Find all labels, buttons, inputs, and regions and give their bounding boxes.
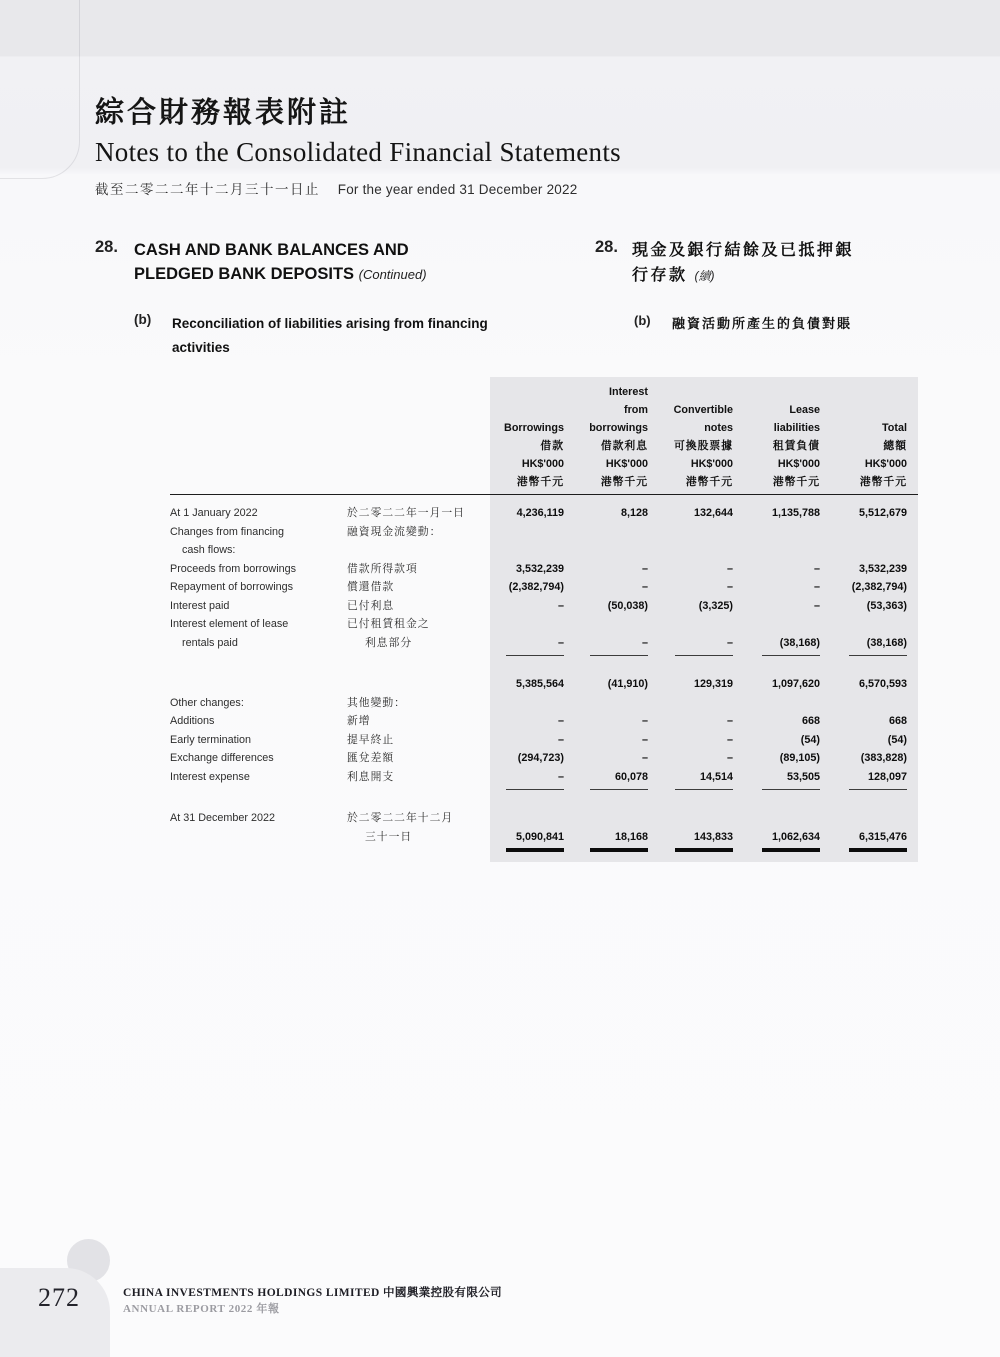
cell-value: – xyxy=(641,636,648,649)
cell-value xyxy=(564,809,648,828)
cell-value xyxy=(733,809,820,828)
corner-decoration xyxy=(0,0,80,179)
cell-value xyxy=(648,541,733,560)
column-unit: HK$'000 xyxy=(777,458,820,470)
column-header-line: Convertible xyxy=(673,404,733,416)
cell-value: 1,097,620 xyxy=(771,678,820,690)
column-rule xyxy=(675,655,733,656)
cell-value: – xyxy=(726,715,733,727)
column-header-line: from xyxy=(624,404,648,416)
cell-value xyxy=(564,615,648,634)
column-rule xyxy=(762,655,820,656)
cell-value: 6,315,476 xyxy=(858,830,907,843)
cell-value: – xyxy=(813,562,820,575)
cell-value xyxy=(733,615,820,634)
column-header-zh: 借款利息 xyxy=(600,440,648,452)
cell-value: (38,168) xyxy=(866,636,907,649)
column-rule xyxy=(675,789,733,790)
table-row xyxy=(170,694,918,713)
cell-value: (54) xyxy=(887,733,907,746)
column-rule xyxy=(590,789,648,790)
table-row xyxy=(170,809,918,828)
cell-value: 5,385,564 xyxy=(515,678,564,690)
cell-value: – xyxy=(726,733,733,746)
column-rule xyxy=(849,655,907,656)
cell-value: 3,532,239 xyxy=(858,562,907,575)
page-title-en: Notes to the Consolidated Financial Statements xyxy=(95,137,621,167)
period-en: For the year ended 31 December 2022 xyxy=(337,182,578,197)
cell-value: – xyxy=(726,562,733,575)
table-row xyxy=(170,634,918,653)
table-row xyxy=(170,523,918,542)
cell-value: – xyxy=(813,581,820,593)
table-row xyxy=(170,504,918,523)
row-label-zh: 於二零二二年十二月 xyxy=(347,812,454,824)
table-content xyxy=(170,377,918,862)
column-unit-zh: 港幣千元 xyxy=(516,476,564,488)
row-label-en: Interest paid xyxy=(170,599,230,612)
cell-value: (50,038) xyxy=(607,599,648,612)
column-header xyxy=(820,383,907,491)
column-unit-zh: 港幣千元 xyxy=(772,476,820,488)
table-row xyxy=(170,615,918,634)
cell-value: 668 xyxy=(801,715,820,727)
cell-value: (89,105) xyxy=(779,752,820,764)
cell-value xyxy=(733,523,820,542)
cell-value: (3,325) xyxy=(698,599,733,612)
column-rule xyxy=(506,789,564,790)
cell-value: 6,570,593 xyxy=(858,678,907,690)
cell-value: (2,382,794) xyxy=(508,581,564,593)
row-label-en: Additions xyxy=(170,715,215,727)
table-body xyxy=(170,495,918,862)
column-header-line: borrowings xyxy=(589,422,648,434)
row-label-en xyxy=(170,675,347,694)
table-row xyxy=(170,712,918,731)
cell-value: 5,090,841 xyxy=(515,830,564,843)
column-unit-zh: 港幣千元 xyxy=(859,476,907,488)
row-label-zh: 匯兌差額 xyxy=(347,752,395,764)
cell-value: 5,512,679 xyxy=(858,507,907,519)
row-label-zh: 已付利息 xyxy=(347,599,395,612)
table-row xyxy=(170,731,918,750)
subsection-title-en xyxy=(172,312,488,360)
cell-value: 14,514 xyxy=(699,770,733,783)
cell-value: 132,644 xyxy=(693,507,733,519)
cell-value xyxy=(490,615,564,634)
cell-value: 53,505 xyxy=(786,770,820,783)
table-row xyxy=(170,560,918,579)
table-row xyxy=(170,541,918,560)
cell-value xyxy=(490,809,564,828)
cell-value xyxy=(820,809,907,828)
subsection-label-zh: (b) xyxy=(634,313,651,328)
cell-value: – xyxy=(641,752,648,764)
column-header-line: notes xyxy=(704,422,733,434)
cell-value: – xyxy=(641,581,648,593)
cell-value: – xyxy=(726,752,733,764)
row-label-en: At 1 January 2022 xyxy=(170,507,258,519)
cell-value: – xyxy=(641,715,648,727)
column-header xyxy=(490,383,564,491)
cell-value xyxy=(564,541,648,560)
column-rule xyxy=(590,848,648,852)
cell-value xyxy=(490,523,564,542)
cell-value: – xyxy=(641,562,648,575)
column-header-line: Interest xyxy=(608,386,648,398)
cell-value xyxy=(648,694,733,713)
cell-value: 668 xyxy=(888,715,907,727)
column-rule-row xyxy=(170,652,918,661)
cell-value: (294,723) xyxy=(517,752,564,764)
column-header-line: Borrowings xyxy=(504,422,564,434)
column-header-line: liabilities xyxy=(773,422,820,434)
section-continued-en: (Continued) xyxy=(358,267,427,282)
row-label-en: Interest expense xyxy=(170,770,250,783)
section-heading-zh xyxy=(595,238,854,289)
section-title-en xyxy=(134,238,427,287)
row-label-zh: 借款所得款項 xyxy=(347,562,418,575)
row-label-en: Early termination xyxy=(170,733,252,746)
column-header-zh: 借款 xyxy=(540,440,564,452)
row-label-en xyxy=(170,828,347,847)
period-zh: 截至二零二二年十二月三十一日止 xyxy=(95,182,320,197)
column-unit-zh: 港幣千元 xyxy=(600,476,648,488)
column-rule-row xyxy=(170,786,918,795)
cell-value: 129,319 xyxy=(693,678,733,690)
cell-value xyxy=(820,523,907,542)
row-label-en: Interest element of lease xyxy=(170,618,289,630)
column-rule xyxy=(675,848,733,852)
page-title-zh: 綜合財務報表附註 xyxy=(95,97,352,129)
cell-value: 18,168 xyxy=(614,830,648,843)
column-header-zh: 總額 xyxy=(883,440,907,452)
cell-value xyxy=(490,694,564,713)
column-header xyxy=(564,383,648,491)
cell-value xyxy=(820,615,907,634)
cell-value: 143,833 xyxy=(693,830,733,843)
row-label-zh: 利息部分 xyxy=(365,636,413,649)
column-rule xyxy=(506,655,564,656)
column-header-zh: 租賃負債 xyxy=(772,440,820,452)
subsection-label: (b) xyxy=(134,312,152,327)
cell-value: 60,078 xyxy=(614,770,648,783)
cell-value: 8,128 xyxy=(620,507,648,519)
cell-value: (41,910) xyxy=(607,678,648,690)
cell-value: 4,236,119 xyxy=(516,507,564,519)
cell-value: – xyxy=(557,733,564,746)
footer-company-name: CHINA INVESTMENTS HOLDINGS LIMITED 中國興業控股有限公司 xyxy=(123,1287,503,1299)
cell-value xyxy=(820,541,907,560)
cell-value: (54) xyxy=(800,733,820,746)
column-header-line: Total xyxy=(882,422,907,434)
cell-value: 3,532,239 xyxy=(515,562,564,575)
cell-value: – xyxy=(557,715,564,727)
cell-value: 1,062,634 xyxy=(771,830,820,843)
cell-value: – xyxy=(557,636,564,649)
cell-value xyxy=(648,523,733,542)
cell-value: – xyxy=(557,599,564,612)
reconciliation-table xyxy=(170,377,918,862)
table-header xyxy=(170,377,918,491)
column-rule xyxy=(506,848,564,852)
section-number-zh: 28. xyxy=(595,238,618,256)
cell-value: (383,828) xyxy=(860,752,907,764)
table-row xyxy=(170,597,918,616)
cell-value: – xyxy=(813,599,820,612)
period-line xyxy=(95,178,621,198)
section-heading-en xyxy=(95,238,427,287)
row-label-en: Proceeds from borrowings xyxy=(170,562,297,575)
cell-value xyxy=(490,541,564,560)
section-title-zh xyxy=(632,238,854,289)
section-title-en-line1: CASH AND BANK BALANCES AND xyxy=(134,241,409,259)
row-label-zh xyxy=(347,675,490,694)
column-unit: HK$'000 xyxy=(605,458,648,470)
row-label-en: Changes from financing xyxy=(170,525,285,538)
section-title-en-line2: PLEDGED BANK DEPOSITS xyxy=(134,265,355,283)
footer-report-line: ANNUAL REPORT 2022 年報 xyxy=(123,1303,280,1315)
column-unit: HK$'000 xyxy=(521,458,564,470)
column-rule-row xyxy=(170,846,918,855)
cell-value xyxy=(733,541,820,560)
cell-value xyxy=(648,809,733,828)
row-label-zh: 於二零二二年一月一日 xyxy=(347,507,465,519)
row-label-zh: 償還借款 xyxy=(347,581,395,593)
cell-value: (53,363) xyxy=(866,599,907,612)
section-number: 28. xyxy=(95,238,118,256)
column-unit-zh: 港幣千元 xyxy=(685,476,733,488)
row-label-zh: 利息開支 xyxy=(347,770,395,783)
row-label-zh: 融資現金流變動： xyxy=(347,525,442,538)
column-rule xyxy=(762,848,820,852)
section-title-zh-line2: 行存款 xyxy=(632,267,688,284)
row-label-en: rentals paid xyxy=(182,636,238,649)
column-header xyxy=(648,383,733,491)
cell-value xyxy=(564,694,648,713)
row-label-en: At 31 December 2022 xyxy=(170,812,276,824)
cell-value xyxy=(648,615,733,634)
cell-value: 1,135,788 xyxy=(771,507,820,519)
row-label-zh xyxy=(347,541,490,560)
row-label-zh: 新增 xyxy=(347,715,371,727)
row-label-en: Other changes: xyxy=(170,696,244,709)
column-header-zh: 可換股票據 xyxy=(674,440,733,452)
row-label-zh: 三十一日 xyxy=(365,830,413,843)
column-rule xyxy=(590,655,648,656)
row-label-en: cash flows: xyxy=(182,544,236,556)
cell-value: – xyxy=(726,581,733,593)
subsection-heading-en xyxy=(134,312,488,360)
column-unit: HK$'000 xyxy=(864,458,907,470)
table-row xyxy=(170,768,918,787)
cell-value: – xyxy=(641,733,648,746)
cell-value: 128,097 xyxy=(867,770,907,783)
cell-value xyxy=(564,523,648,542)
cell-value xyxy=(733,694,820,713)
cell-value: – xyxy=(557,770,564,783)
row-label-zh: 已付租賃租金之 xyxy=(347,618,430,630)
cell-value xyxy=(820,694,907,713)
column-unit: HK$'000 xyxy=(690,458,733,470)
subsection-title-en-line1: Reconciliation of liabilities arising from financing xyxy=(172,316,488,331)
table-row xyxy=(170,675,918,694)
table-row xyxy=(170,749,918,768)
column-rule xyxy=(762,789,820,790)
row-label-zh: 提早終止 xyxy=(347,733,395,746)
section-continued-zh: (續) xyxy=(694,269,715,283)
table-row xyxy=(170,578,918,597)
column-header xyxy=(733,383,820,491)
row-label-en: Repayment of borrowings xyxy=(170,581,294,593)
section-title-zh-line1: 現金及銀行結餘及已抵押銀 xyxy=(632,242,855,259)
document-header xyxy=(95,96,621,198)
subsection-heading-zh xyxy=(634,313,852,332)
row-label-zh: 其他變動： xyxy=(347,696,406,709)
page-number: 272 xyxy=(38,1283,80,1312)
column-rule xyxy=(849,789,907,790)
cell-value: (2,382,794) xyxy=(851,581,907,593)
cell-value: – xyxy=(726,636,733,649)
column-rule xyxy=(849,848,907,852)
column-header-line: Lease xyxy=(789,404,820,416)
row-label-en: Exchange differences xyxy=(170,752,274,764)
subsection-title-zh: 融資活動所產生的負債對賬 xyxy=(672,316,853,331)
table-row xyxy=(170,828,918,847)
subsection-title-en-line2: activities xyxy=(172,340,230,355)
cell-value: (38,168) xyxy=(779,636,820,649)
